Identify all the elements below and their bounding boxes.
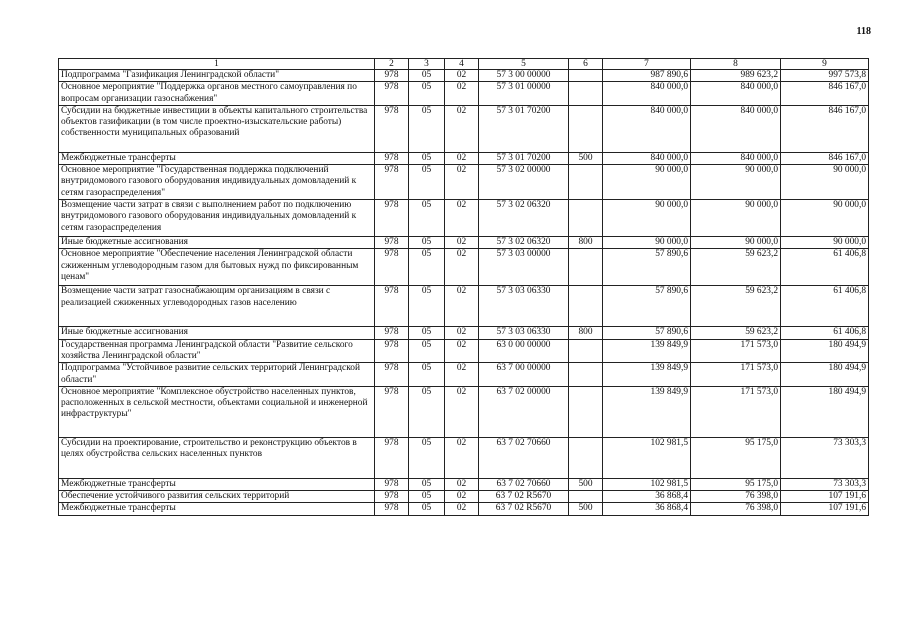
- cell-amount-7: 840 000,0: [603, 82, 691, 106]
- cell-target-article: 57 3 02 00000: [479, 165, 569, 200]
- cell-subsection: 02: [445, 152, 479, 164]
- cell-amount-7: 57 890,6: [603, 249, 691, 286]
- cell-amount-7: 987 890,6: [603, 70, 691, 82]
- row-name: Субсидии на бюджетные инвестиции в объекты капитального строительства объектов газификации (в том числе проектно-изыскательские работы) собственности муниципальных образований: [59, 105, 375, 152]
- cell-amount-8: 840 000,0: [691, 82, 781, 106]
- cell-admin-code: 978: [375, 386, 409, 437]
- table-row: [59, 105, 869, 152]
- cell-expense-type: 800: [569, 327, 603, 339]
- cell-expense-type: [569, 105, 603, 152]
- cell-amount-7: 90 000,0: [603, 200, 691, 237]
- cell-target-article: 63 7 02 00000: [479, 386, 569, 437]
- table-row: [59, 165, 869, 200]
- row-name: Межбюджетные трансферты: [59, 478, 375, 490]
- cell-subsection: 02: [445, 286, 479, 327]
- row-name: Иные бюджетные ассигнования: [59, 237, 375, 249]
- cell-admin-code: 978: [375, 237, 409, 249]
- cell-amount-9: 846 167,0: [781, 152, 869, 164]
- cell-target-article: 63 7 02 R5670: [479, 503, 569, 515]
- cell-subsection: 02: [445, 327, 479, 339]
- cell-subsection: 02: [445, 491, 479, 503]
- cell-subsection: 02: [445, 437, 479, 478]
- cell-expense-type: [569, 286, 603, 327]
- cell-expense-type: 500: [569, 152, 603, 164]
- cell-subsection: 02: [445, 165, 479, 200]
- cell-admin-code: 978: [375, 491, 409, 503]
- cell-amount-9: 73 303,3: [781, 478, 869, 490]
- table-row: [59, 503, 869, 515]
- table-row: [59, 70, 869, 82]
- cell-target-article: 57 3 01 70200: [479, 152, 569, 164]
- table-row: [59, 386, 869, 437]
- cell-amount-9: 846 167,0: [781, 82, 869, 106]
- cell-admin-code: 978: [375, 478, 409, 490]
- table-row: [59, 437, 869, 478]
- cell-amount-8: 840 000,0: [691, 152, 781, 164]
- cell-subsection: 02: [445, 386, 479, 437]
- cell-expense-type: [569, 363, 603, 387]
- cell-target-article: 57 3 02 06320: [479, 237, 569, 249]
- column-header: 3: [409, 59, 445, 70]
- cell-section: 05: [409, 165, 445, 200]
- cell-amount-7: 139 849,9: [603, 386, 691, 437]
- cell-expense-type: 500: [569, 478, 603, 490]
- cell-target-article: 57 3 03 06330: [479, 327, 569, 339]
- cell-section: 05: [409, 200, 445, 237]
- cell-subsection: 02: [445, 70, 479, 82]
- cell-section: 05: [409, 503, 445, 515]
- column-header: 8: [691, 59, 781, 70]
- cell-amount-8: 95 175,0: [691, 437, 781, 478]
- page-number: 118: [856, 26, 871, 37]
- cell-admin-code: 978: [375, 82, 409, 106]
- table-row: [59, 478, 869, 490]
- row-name: Подпрограмма "Устойчивое развитие сельских территорий Ленинградской области": [59, 363, 375, 387]
- cell-admin-code: 978: [375, 200, 409, 237]
- cell-admin-code: 978: [375, 437, 409, 478]
- cell-amount-9: 90 000,0: [781, 165, 869, 200]
- cell-expense-type: [569, 491, 603, 503]
- row-name: Подпрограмма "Газификация Ленинградской области": [59, 70, 375, 82]
- row-name: Государственная программа Ленинградской области "Развитие сельского хозяйства Ленинградской области": [59, 339, 375, 363]
- cell-amount-7: 139 849,9: [603, 363, 691, 387]
- cell-amount-9: 61 406,8: [781, 249, 869, 286]
- row-name: Межбюджетные трансферты: [59, 503, 375, 515]
- cell-target-article: 63 7 02 R5670: [479, 491, 569, 503]
- cell-amount-7: 102 981,5: [603, 478, 691, 490]
- cell-amount-8: 840 000,0: [691, 105, 781, 152]
- cell-amount-8: 76 398,0: [691, 503, 781, 515]
- row-name: Субсидии на проектирование, строительство и реконструкцию объектов в целях обустройства сельских населенных пунктов: [59, 437, 375, 478]
- cell-amount-9: 180 494,9: [781, 339, 869, 363]
- cell-amount-8: 59 623,2: [691, 286, 781, 327]
- cell-section: 05: [409, 152, 445, 164]
- cell-section: 05: [409, 327, 445, 339]
- cell-section: 05: [409, 386, 445, 437]
- cell-amount-7: 840 000,0: [603, 152, 691, 164]
- table-row: [59, 82, 869, 106]
- row-name: Межбюджетные трансферты: [59, 152, 375, 164]
- cell-amount-7: 840 000,0: [603, 105, 691, 152]
- cell-target-article: 63 0 00 00000: [479, 339, 569, 363]
- cell-admin-code: 978: [375, 152, 409, 164]
- cell-target-article: 63 7 00 00000: [479, 363, 569, 387]
- row-name: Обеспечение устойчивого развития сельских территорий: [59, 491, 375, 503]
- cell-amount-8: 90 000,0: [691, 237, 781, 249]
- table-row: [59, 339, 869, 363]
- cell-amount-8: 59 623,2: [691, 327, 781, 339]
- cell-target-article: 63 7 02 70660: [479, 478, 569, 490]
- cell-admin-code: 978: [375, 165, 409, 200]
- row-name: Возмещение части затрат газоснабжающим организациям в связи с реализацией сжиженных углеводородных газов населению: [59, 286, 375, 327]
- cell-amount-9: 61 406,8: [781, 327, 869, 339]
- table-row: [59, 237, 869, 249]
- cell-section: 05: [409, 70, 445, 82]
- cell-admin-code: 978: [375, 327, 409, 339]
- cell-target-article: 57 3 01 70200: [479, 105, 569, 152]
- column-header: 2: [375, 59, 409, 70]
- cell-subsection: 02: [445, 105, 479, 152]
- cell-expense-type: [569, 437, 603, 478]
- cell-subsection: 02: [445, 82, 479, 106]
- cell-expense-type: 500: [569, 503, 603, 515]
- cell-amount-9: 90 000,0: [781, 237, 869, 249]
- cell-section: 05: [409, 339, 445, 363]
- cell-target-article: 63 7 02 70660: [479, 437, 569, 478]
- cell-subsection: 02: [445, 503, 479, 515]
- column-header: 6: [569, 59, 603, 70]
- cell-section: 05: [409, 82, 445, 106]
- cell-section: 05: [409, 491, 445, 503]
- cell-subsection: 02: [445, 237, 479, 249]
- table-row: [59, 249, 869, 286]
- cell-target-article: 57 3 03 00000: [479, 249, 569, 286]
- cell-expense-type: [569, 339, 603, 363]
- cell-amount-8: 90 000,0: [691, 165, 781, 200]
- cell-target-article: 57 3 03 06330: [479, 286, 569, 327]
- cell-amount-8: 76 398,0: [691, 491, 781, 503]
- cell-admin-code: 978: [375, 339, 409, 363]
- cell-amount-7: 57 890,6: [603, 286, 691, 327]
- cell-amount-9: 107 191,6: [781, 503, 869, 515]
- column-header: 7: [603, 59, 691, 70]
- cell-section: 05: [409, 286, 445, 327]
- cell-section: 05: [409, 249, 445, 286]
- cell-expense-type: [569, 82, 603, 106]
- table-row: [59, 363, 869, 387]
- cell-expense-type: [569, 249, 603, 286]
- cell-amount-7: 139 849,9: [603, 339, 691, 363]
- cell-amount-8: 59 623,2: [691, 249, 781, 286]
- cell-amount-8: 989 623,2: [691, 70, 781, 82]
- cell-amount-9: 846 167,0: [781, 105, 869, 152]
- cell-amount-9: 997 573,8: [781, 70, 869, 82]
- cell-amount-7: 57 890,6: [603, 327, 691, 339]
- table-row: [59, 200, 869, 237]
- column-header: 9: [781, 59, 869, 70]
- cell-subsection: 02: [445, 249, 479, 286]
- row-name: Основное мероприятие "Комплексное обустройство населенных пунктов, расположенных в сельской местности, объектами социальной и инженерной инфраструктуры": [59, 386, 375, 437]
- cell-admin-code: 978: [375, 249, 409, 286]
- cell-amount-9: 61 406,8: [781, 286, 869, 327]
- column-header: 4: [445, 59, 479, 70]
- table-row: [59, 152, 869, 164]
- cell-section: 05: [409, 437, 445, 478]
- cell-amount-9: 180 494,9: [781, 386, 869, 437]
- budget-table: [58, 58, 869, 516]
- cell-section: 05: [409, 478, 445, 490]
- cell-expense-type: [569, 386, 603, 437]
- cell-amount-9: 73 303,3: [781, 437, 869, 478]
- cell-expense-type: [569, 200, 603, 237]
- cell-amount-9: 180 494,9: [781, 363, 869, 387]
- row-name: Возмещение части затрат в связи с выполнением работ по подключению внутридомового газового оборудования индивидуальных домовладений к сетям газораспределения: [59, 200, 375, 237]
- row-name: Основное мероприятие "Обеспечение населения Ленинградской области сжиженным углеводородным газом для бытовых нужд по фиксированным ценам": [59, 249, 375, 286]
- cell-admin-code: 978: [375, 503, 409, 515]
- cell-amount-8: 171 573,0: [691, 386, 781, 437]
- cell-subsection: 02: [445, 363, 479, 387]
- cell-target-article: 57 3 02 06320: [479, 200, 569, 237]
- cell-admin-code: 978: [375, 286, 409, 327]
- cell-amount-8: 171 573,0: [691, 339, 781, 363]
- cell-amount-7: 36 868,4: [603, 491, 691, 503]
- cell-amount-7: 90 000,0: [603, 165, 691, 200]
- table-row: [59, 327, 869, 339]
- cell-admin-code: 978: [375, 363, 409, 387]
- table-row: [59, 491, 869, 503]
- header-row: [59, 59, 869, 70]
- cell-expense-type: [569, 165, 603, 200]
- cell-admin-code: 978: [375, 105, 409, 152]
- cell-section: 05: [409, 105, 445, 152]
- cell-amount-9: 90 000,0: [781, 200, 869, 237]
- cell-target-article: 57 3 01 00000: [479, 82, 569, 106]
- cell-amount-7: 36 868,4: [603, 503, 691, 515]
- row-name: Основное мероприятие "Поддержка органов местного самоуправления по вопросам организации газоснабжения": [59, 82, 375, 106]
- row-name: Иные бюджетные ассигнования: [59, 327, 375, 339]
- cell-amount-9: 107 191,6: [781, 491, 869, 503]
- cell-expense-type: 800: [569, 237, 603, 249]
- column-header: 5: [479, 59, 569, 70]
- row-name: Основное мероприятие "Государственная поддержка подключений внутридомового газового оборудования индивидуальных домовладений к сетям газораспределения": [59, 165, 375, 200]
- column-header: 1: [59, 59, 375, 70]
- cell-amount-8: 171 573,0: [691, 363, 781, 387]
- cell-amount-8: 90 000,0: [691, 200, 781, 237]
- cell-subsection: 02: [445, 339, 479, 363]
- cell-target-article: 57 3 00 00000: [479, 70, 569, 82]
- cell-section: 05: [409, 363, 445, 387]
- cell-admin-code: 978: [375, 70, 409, 82]
- cell-expense-type: [569, 70, 603, 82]
- cell-subsection: 02: [445, 200, 479, 237]
- table-row: [59, 286, 869, 327]
- cell-section: 05: [409, 237, 445, 249]
- cell-amount-8: 95 175,0: [691, 478, 781, 490]
- cell-subsection: 02: [445, 478, 479, 490]
- cell-amount-7: 102 981,5: [603, 437, 691, 478]
- cell-amount-7: 90 000,0: [603, 237, 691, 249]
